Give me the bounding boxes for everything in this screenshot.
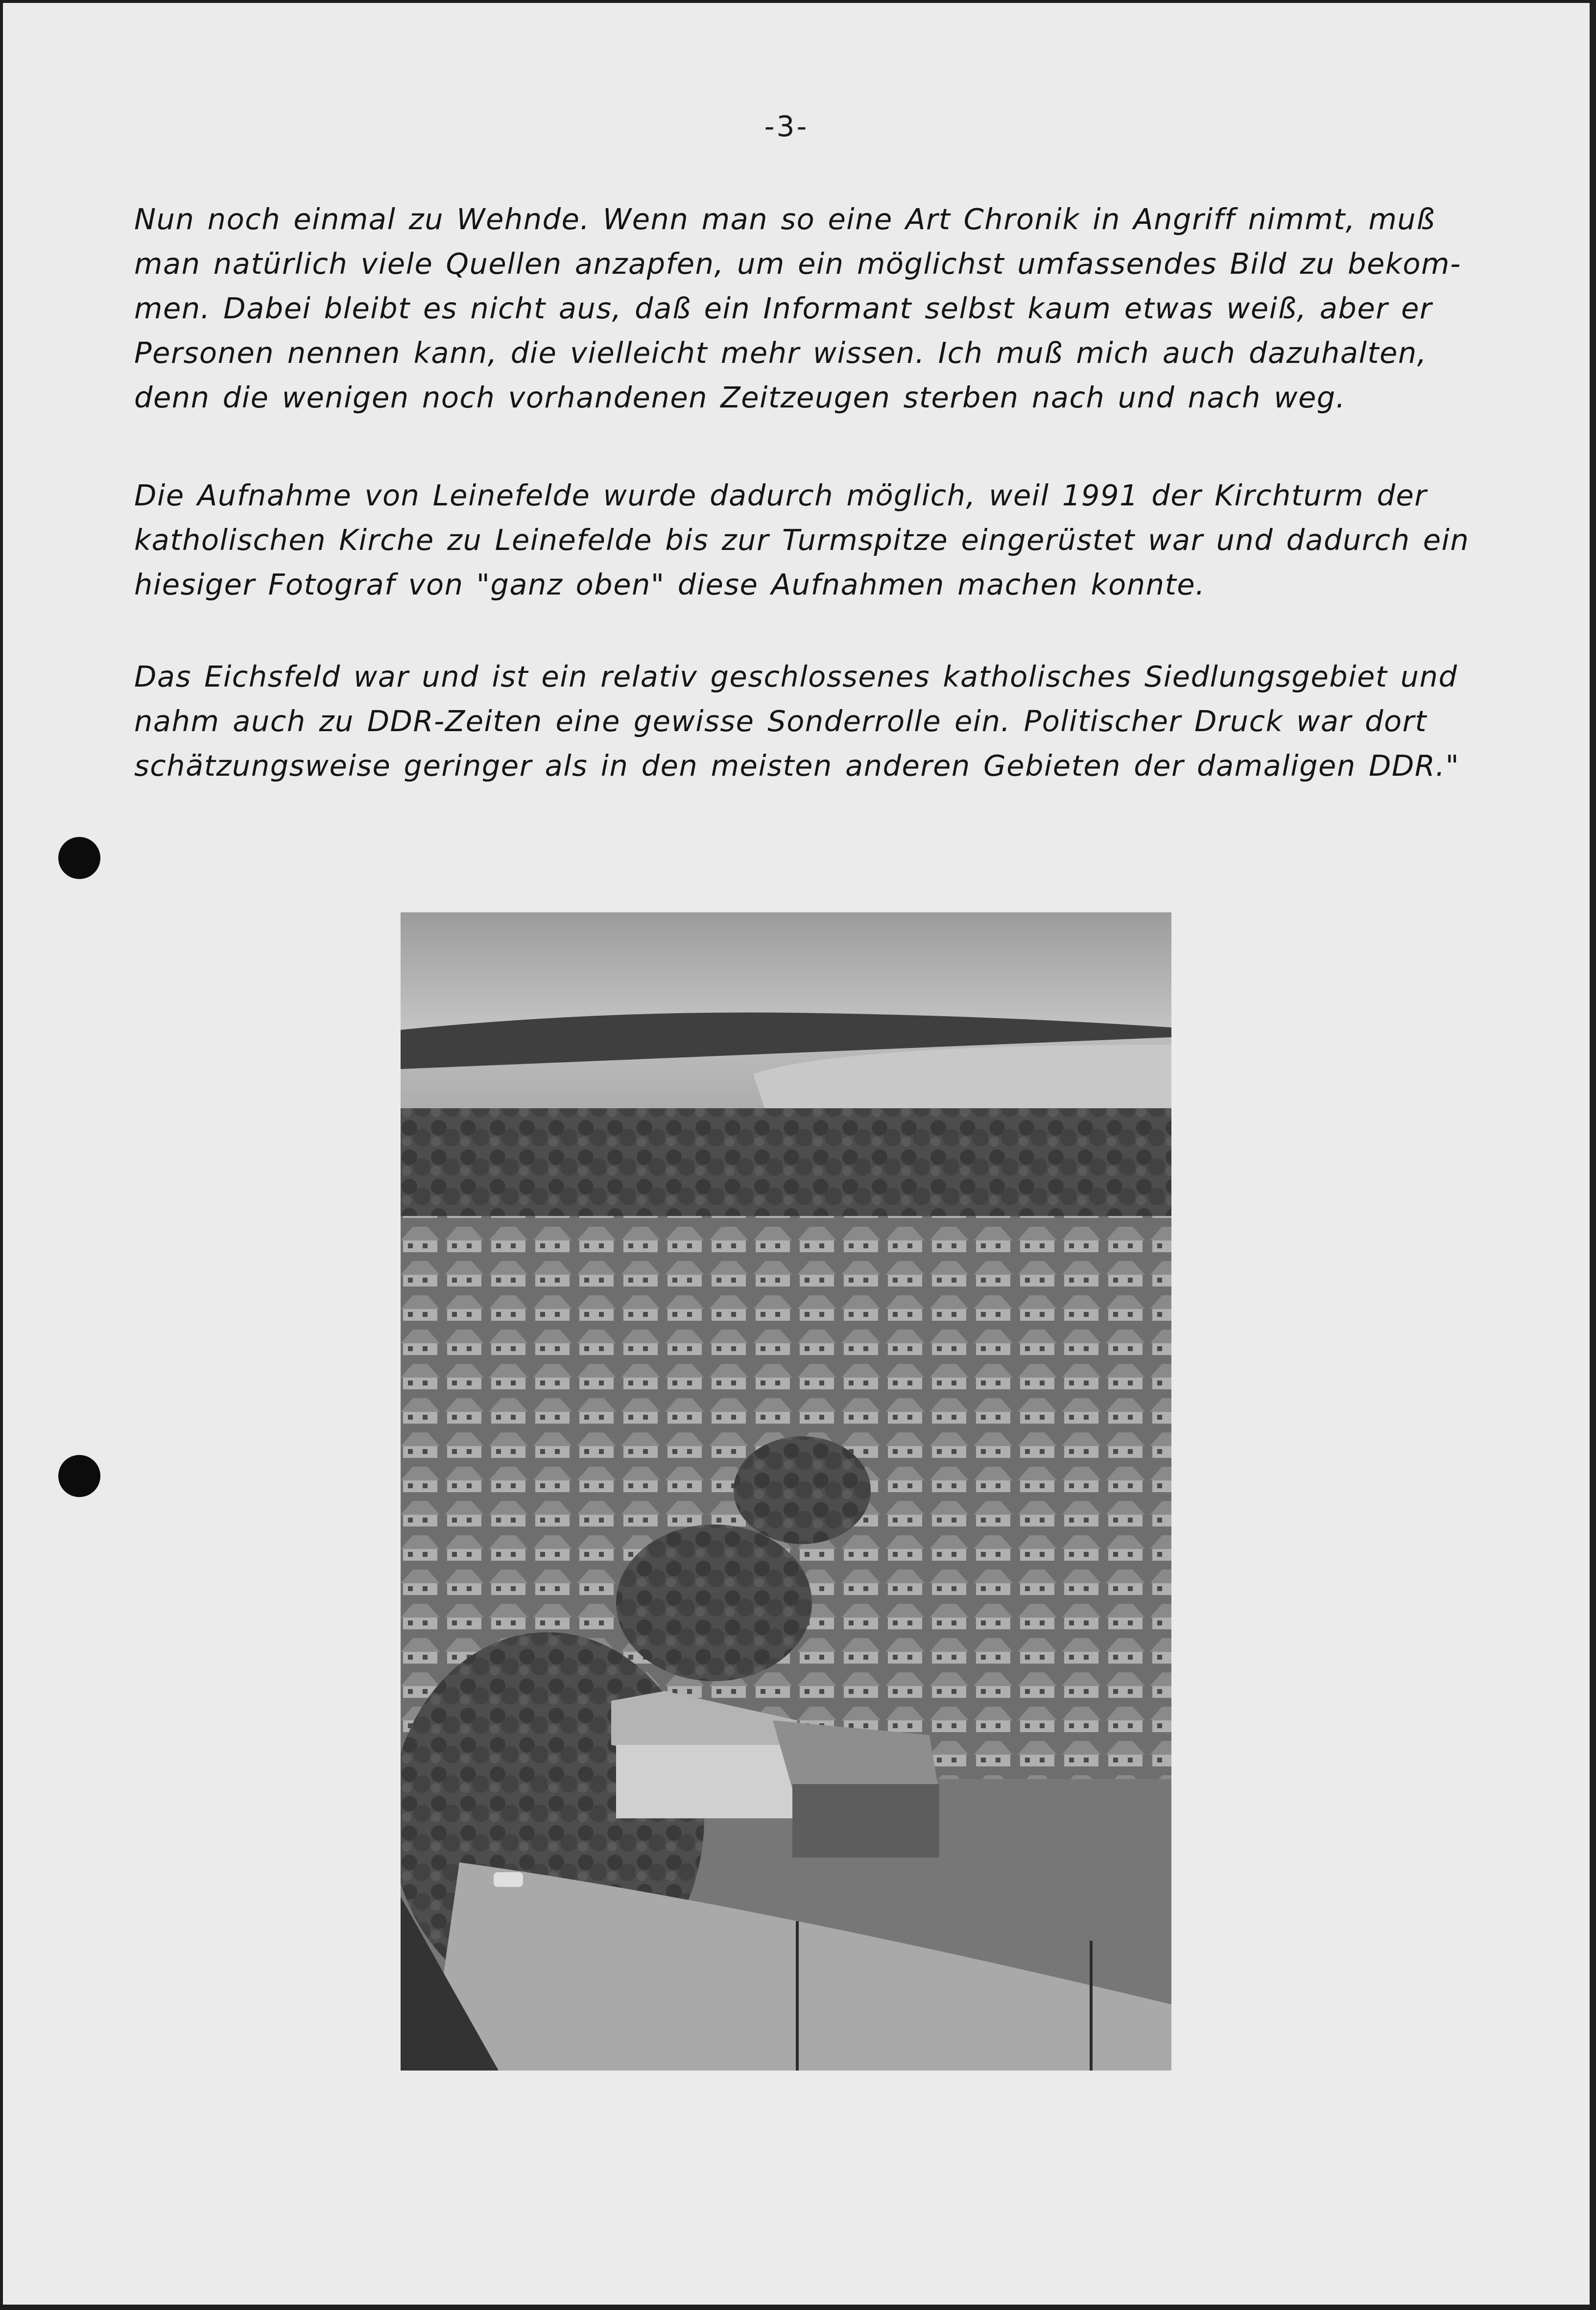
document-page bbox=[3, 3, 1590, 2305]
paragraph-chronicle bbox=[134, 197, 1461, 420]
page-number: -3- bbox=[764, 110, 809, 143]
paragraph-photo-note bbox=[134, 473, 1470, 607]
house-front bbox=[616, 1745, 792, 1818]
text-line: schätzungsweise geringer als in den meisten anderen Gebieten der damaligen DDR." bbox=[134, 749, 1460, 783]
text-line: Personen nennen kann, die vielleicht mehr wissen. Ich muß mich auch dazuhalten, bbox=[134, 336, 1427, 370]
paragraph-eichsfeld bbox=[134, 654, 1460, 788]
text-line: men. Dabei bleibt es nicht aus, daß ein Informant selbst kaum etwas weiß, aber er bbox=[134, 291, 1432, 325]
punch-hole-top bbox=[58, 837, 100, 879]
sky bbox=[401, 912, 1171, 1030]
text-line: Nun noch einmal zu Wehnde. Wenn man so eine Art Chronik in Angriff nimmt, muß bbox=[134, 202, 1435, 236]
aerial-photo-drawing bbox=[401, 912, 1171, 2071]
text-line: hiesiger Fotograf von "ganz oben" diese Aufnahmen machen konnte. bbox=[134, 568, 1206, 601]
tree-cluster-center bbox=[616, 1524, 812, 1681]
punch-hole-bottom bbox=[58, 1455, 100, 1497]
text-line: Die Aufnahme von Leinefelde wurde dadurch möglich, weil 1991 der Kirchturm der bbox=[134, 478, 1427, 512]
parked-car bbox=[494, 1872, 523, 1887]
aerial-photo-leinefelde bbox=[401, 912, 1171, 2071]
text-line: katholischen Kirche zu Leinefelde bis zur Turmspitze eingerüstet war und dadurch ein bbox=[134, 523, 1470, 557]
text-line: Das Eichsfeld war und ist ein relativ geschlossenes katholisches Siedlungsgebiet und bbox=[134, 660, 1458, 693]
text-line: man natürlich viele Quellen anzapfen, um ein möglichst umfassendes Bild zu bekom- bbox=[134, 247, 1461, 281]
tree-cluster-mid bbox=[734, 1436, 871, 1544]
text-line: denn die wenigen noch vorhandenen Zeitzeugen sterben nach und nach weg. bbox=[134, 381, 1346, 414]
street bbox=[430, 1862, 1171, 2071]
neighbor-house bbox=[792, 1784, 939, 1858]
text-line: nahm auch zu DDR-Zeiten eine gewisse Sonderrolle ein. Politischer Druck war dort bbox=[134, 704, 1427, 738]
